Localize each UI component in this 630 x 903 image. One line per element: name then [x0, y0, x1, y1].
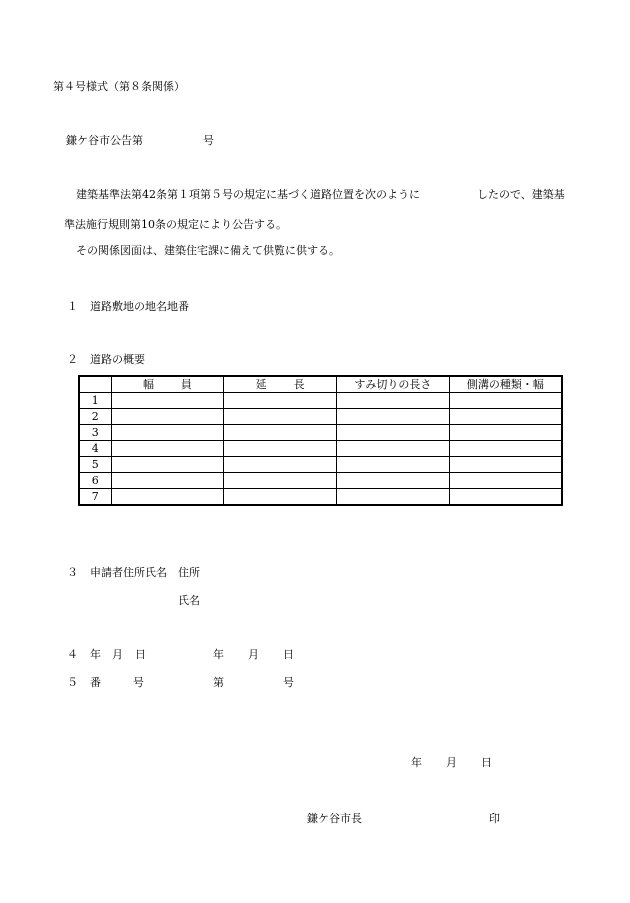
body-paragraph-1-line-1: 建築基準法第42条第１項第５号の規定に基づく道路位置を次のように — [76, 188, 420, 201]
table-cell[interactable] — [224, 473, 337, 489]
header-length-b: 長 — [293, 377, 305, 391]
table-header-length — [224, 376, 337, 393]
item-5-go-2: 号 — [283, 676, 294, 689]
date-year: 年 — [411, 756, 422, 769]
applicant-name-label: 氏名 — [178, 594, 200, 607]
table-cell[interactable] — [224, 457, 337, 473]
table-cell[interactable] — [224, 489, 337, 506]
table-row — [79, 473, 562, 489]
body-paragraph-1-line-1-end: したので、建築基 — [477, 188, 565, 201]
header-length-a: 延 — [255, 377, 267, 391]
item-4-year-2: 年 — [213, 648, 224, 661]
item-5-ban: 番 — [90, 676, 101, 689]
table-header-row — [79, 376, 562, 393]
item-5-dai: 第 — [213, 676, 224, 689]
table-cell[interactable] — [111, 457, 224, 473]
row-number: 5 — [79, 457, 111, 473]
item-2-label: 道路の概要 — [90, 353, 145, 366]
table-row — [79, 457, 562, 473]
table-header-corner-cut: すみ切りの長さ — [337, 376, 450, 393]
table-cell[interactable] — [111, 393, 224, 409]
table-cell[interactable] — [449, 473, 562, 489]
table-cell[interactable] — [224, 441, 337, 457]
item-1-number: １ — [67, 300, 78, 313]
table-cell[interactable] — [449, 489, 562, 506]
road-overview-table — [78, 375, 563, 506]
table-header-width — [111, 376, 224, 393]
row-number: 1 — [79, 393, 111, 409]
notice-number-suffix: 号 — [203, 134, 214, 147]
applicant-address-label: 住所 — [178, 566, 200, 579]
seal-mark: 印 — [489, 812, 500, 825]
table-row — [79, 441, 562, 457]
table-row — [79, 409, 562, 425]
item-5-go: 号 — [133, 676, 144, 689]
item-4-number: ４ — [67, 648, 78, 661]
date-day: 日 — [481, 756, 492, 769]
table-cell[interactable] — [111, 409, 224, 425]
item-2-number: ２ — [67, 353, 78, 366]
form-title: 第４号様式（第８条関係） — [53, 80, 185, 93]
table-cell[interactable] — [449, 409, 562, 425]
row-number: 4 — [79, 441, 111, 457]
table-cell[interactable] — [111, 441, 224, 457]
item-3-number: ３ — [67, 566, 78, 579]
table-cell[interactable] — [337, 393, 450, 409]
row-number: 3 — [79, 425, 111, 441]
header-width-b: 員 — [180, 377, 192, 391]
row-number: 6 — [79, 473, 111, 489]
item-4-month: 月 — [112, 648, 123, 661]
table-cell[interactable] — [449, 393, 562, 409]
notice-number-prefix: 鎌ケ谷市公告第 — [66, 134, 143, 147]
date-month: 月 — [446, 756, 457, 769]
table-row — [79, 393, 562, 409]
table-header-blank — [79, 376, 111, 393]
item-4-day: 日 — [135, 648, 146, 661]
item-5-number: ５ — [67, 676, 78, 689]
table-cell[interactable] — [449, 457, 562, 473]
row-number: 2 — [79, 409, 111, 425]
mayor-title: 鎌ケ谷市長 — [307, 812, 362, 825]
table-row — [79, 425, 562, 441]
item-4-month-2: 月 — [248, 648, 259, 661]
table-cell[interactable] — [337, 409, 450, 425]
table-cell[interactable] — [337, 489, 450, 506]
row-number: 7 — [79, 489, 111, 506]
table-cell[interactable] — [111, 489, 224, 506]
table-row — [79, 489, 562, 506]
table-cell[interactable] — [111, 425, 224, 441]
table-cell[interactable] — [337, 441, 450, 457]
item-1-label: 道路敷地の地名地番 — [90, 300, 189, 313]
body-paragraph-2: その関係図面は、建築住宅課に備えて供覧に供する。 — [76, 244, 340, 257]
table-cell[interactable] — [449, 441, 562, 457]
table-header-gutter: 側溝の種類・幅 — [449, 376, 562, 393]
item-3-label: 申請者住所氏名 — [90, 566, 167, 579]
table-cell[interactable] — [224, 425, 337, 441]
table-cell[interactable] — [337, 457, 450, 473]
table-cell[interactable] — [111, 473, 224, 489]
table-cell[interactable] — [224, 409, 337, 425]
item-4-year: 年 — [90, 648, 101, 661]
header-width-a: 幅 — [142, 377, 154, 391]
table-cell[interactable] — [449, 425, 562, 441]
table-cell[interactable] — [337, 473, 450, 489]
table-cell[interactable] — [337, 425, 450, 441]
table-cell[interactable] — [224, 393, 337, 409]
body-paragraph-1-line-2: 準法施行規則第10条の規定により公告する。 — [64, 218, 287, 231]
item-4-day-2: 日 — [283, 648, 294, 661]
